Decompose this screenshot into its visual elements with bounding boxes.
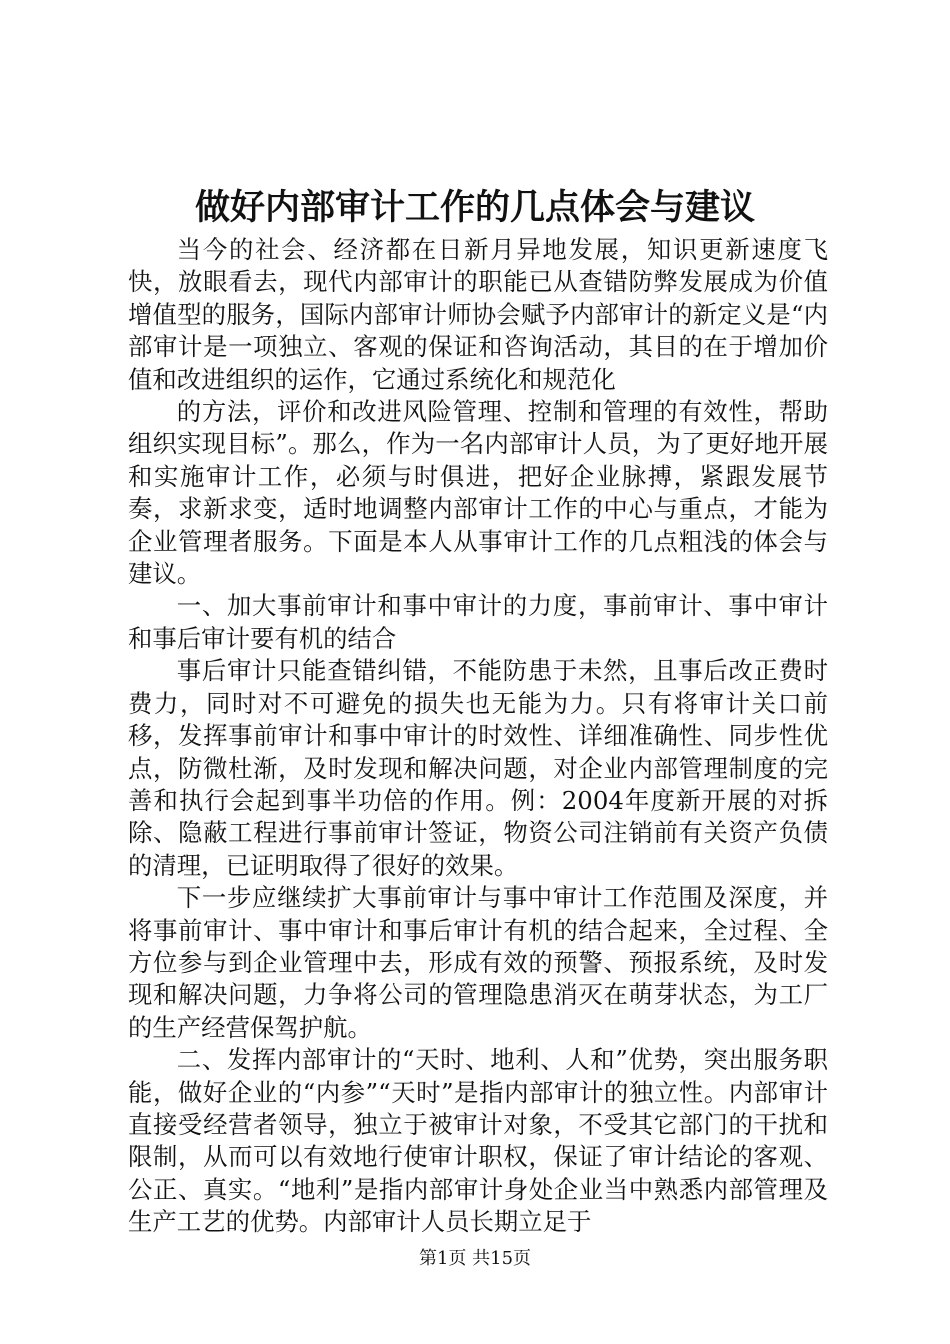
paragraph-6: 二、发挥内部审计的“天时、地利、人和”优势，突出服务职能，做好企业的“内参”“天时”是指内部审计的独立性。内部审计直接受经营者领导，独立于被审计对象，不受其它部门的干扰和限制，从而可以有效地行使审计职权，保证了审计结论的客观、公正、真实。“地利”是指内部审计身处企业当中熟悉内部管理及生产工艺的优势。内部审计人员长期立足于 xyxy=(128,1045,828,1237)
paragraph-2: 的方法，评价和改进风险管理、控制和管理的有效性，帮助组织实现目标”。那么，作为一名内部审计人员，为了更好地开展和实施审计工作，必须与时俱进，把好企业脉搏，紧跟发展节奏，求新求变，适时地调整内部审计工作的中心与重点，才能为企业管理者服务。下面是本人从事审计工作的几点粗浅的体会与建议。 xyxy=(128,397,828,589)
paragraph-4: 事后审计只能查错纠错，不能防患于未然，且事后改正费时费力，同时对不可避免的损失也无能为力。只有将审计关口前移，发挥事前审计和事中审计的时效性、详细准确性、同步性优点，防微杜渐，及时发现和解决问题，对企业内部管理制度的完善和执行会起到事半功倍的作用。例：2004年度新开展的对拆除、隐蔽工程进行事前审计签证，物资公司注销前有关资产负债的清理，已证明取得了很好的效果。 xyxy=(128,656,828,880)
document-body xyxy=(128,234,828,1239)
paragraph-5: 下一步应继续扩大事前审计与事中审计工作范围及深度，并将事前审计、事中审计和事后审计有机的结合起来，全过程、全方位参与到企业管理中去，形成有效的预警、预报系统，及时发现和解决问题，力争将公司的管理隐患消灭在萌芽状态，为工厂的生产经营保驾护航。 xyxy=(128,883,828,1042)
page-number-footer: 第1页 共15页 xyxy=(418,1248,532,1269)
paragraph-1: 当今的社会、经济都在日新月异地发展，知识更新速度飞快，放眼看去，现代内部审计的职能已从查错防弊发展成为价值增值型的服务，国际内部审计师协会赋予内部审计的新定义是“内部审计是一项独立、客观的保证和咨询活动，其目的在于增加价值和改进组织的运作，它通过系统化和规范化 xyxy=(128,235,828,394)
paragraph-3: 一、加大事前审计和事中审计的力度，事前审计、事中审计和事后审计要有机的结合 xyxy=(128,591,828,653)
document-title: 做好内部审计工作的几点体会与建议 xyxy=(194,187,755,228)
